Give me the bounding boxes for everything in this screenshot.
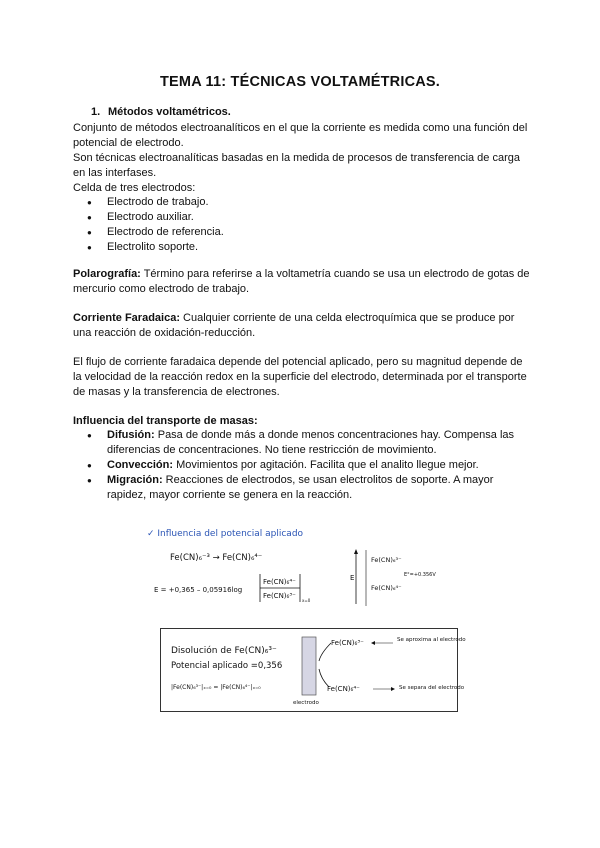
note-bottom-arrowhead-icon [391,687,395,691]
solution-figure [160,628,466,712]
list-item: ● Electrolito soporte. [73,240,533,255]
fraction-numerator: Fe(CN)₆⁴⁻ [263,578,296,586]
list-item: ● Electrodo de trabajo. [73,195,533,210]
subscript-label: x=0 [302,598,311,603]
standard-potential: E°=+0.356V [404,572,436,578]
concentration-equality: |Fe(CN)₆³⁻|ₓ₌₀ = |Fe(CN)₆⁴⁻|ₓ₌₀ [171,684,261,691]
arrow-in-icon [319,643,331,661]
list-item [73,458,533,473]
lower-species: Fe(CN)₆⁴⁻ [371,584,402,592]
species-top: Fe(CN)₆³⁻ [331,639,364,647]
list-item: ● Electrodo auxiliar. [73,210,533,225]
cell-intro: Celda de tres electrodos: [73,182,196,194]
note-top: Se aproxima al electrodo [397,637,466,643]
electrode-label: electrodo [293,700,319,706]
faradaica-text: Cualquier corriente de una celda electroquímica que se produce por una reacción de oxidación-reducción. [73,312,515,339]
solution-line: Disolución de Fe(CN)₆³⁻ [171,646,277,656]
item-text: Movimientos por agitación. Facilita que el analito llegue mejor. [173,459,479,471]
electrode-list [73,195,533,255]
reaction-equation: Fe(CN)₆⁻³ → Fe(CN)₆⁴⁻ [170,553,263,563]
axis-label: E [350,574,355,582]
polarografia-text: Término para referirse a la voltametría cuando se usa un electrodo de gotas de mercurio como electrodo de trabajo. [73,268,530,295]
species-bottom: Fe(CN)₆⁴⁻ [327,685,360,693]
nernst-lhs: E = +0,365 – 0,05916log [154,586,243,594]
paragraph-definition: Conjunto de métodos electroanalíticos en el que la corriente es medida como una función del potencial de electrodo. [73,122,528,149]
fraction-denominator: Fe(CN)₆³⁻ [263,592,296,600]
potential-figure [140,522,460,612]
solution-diagram [161,629,466,711]
influencia-heading: Influencia del transporte de masas: [73,415,258,427]
influencia-list [73,428,533,503]
item-term: Migración: [107,474,163,486]
faradaica-paragraph [73,311,533,341]
paragraph-techniques: Son técnicas electroanalíticas basadas en la medida de procesos de transferencia de carga en las interfases. [73,152,520,179]
item-text: Pasa de donde más a donde menos concentraciones hay. Compensa las diferencias de concentraciones. No tiene restricción de movimiento. [107,429,515,456]
axis-arrow-icon [354,549,358,554]
page-title: TEMA 11: TÉCNICAS VOLTAMÉTRICAS. [159,74,441,90]
list-item [73,473,533,503]
electrode-icon [302,637,316,695]
list-item: ● Electrodo de referencia. [73,225,533,240]
faradaica-term: Corriente Faradaica: [73,312,180,324]
flujo-paragraph: El flujo de corriente faradaica depende del potencial aplicado, pero su magnitud depende de la velocidad de la reacción redox en la superficie del electrodo, determinada por el transporte de masas y la transferencia de electrones. [73,356,527,398]
figure-heading: ✓ Influencia del potencial aplicado [147,529,304,539]
polarografia-term: Polarografía: [73,268,141,280]
upper-species: Fe(CN)₆³⁻ [371,556,402,564]
item-term: Difusión: [107,429,155,441]
section-heading: Métodos voltamétricos. [108,106,231,118]
note-bottom: Se separa del electrodo [399,685,465,691]
applied-potential: Potencial aplicado =0,356 [171,661,283,671]
polarografia-paragraph [73,267,533,297]
item-term: Convección: [107,459,174,471]
item-text: Reacciones de electrodos, se usan electrolitos de soporte. A mayor rapidez, mayor corriente se genera en la reacción. [107,474,494,501]
list-item [73,428,533,458]
section-number: 1. [91,106,101,118]
note-top-arrowhead-icon [371,641,375,645]
